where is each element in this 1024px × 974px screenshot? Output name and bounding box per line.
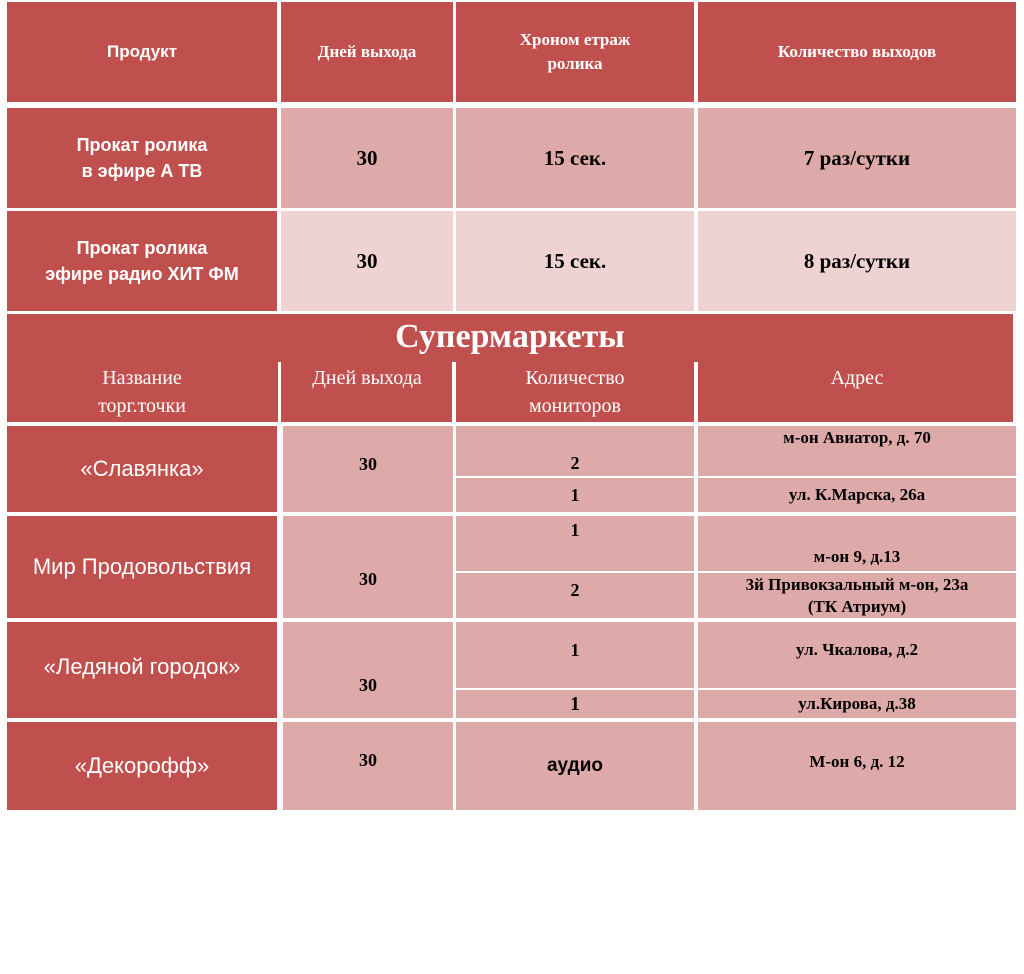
cell-text: 2: [570, 453, 580, 473]
store-address: [698, 573, 1016, 618]
store-monitors: [456, 722, 694, 810]
store-address: [698, 690, 1016, 718]
store-monitors: [456, 478, 694, 512]
cell-text: 30: [356, 145, 378, 170]
cell-text: 1: [570, 692, 580, 715]
store-address: [698, 722, 1016, 810]
cell-text: «Ледяной городок»: [43, 654, 241, 679]
cell-text: Мир Продовольствия: [32, 554, 252, 579]
header-label: Хроном етраж ролика: [519, 30, 631, 73]
cell-text: М-он 6, д. 12: [809, 752, 905, 771]
cell-text: м-он Авиатор, д. 70: [783, 428, 931, 447]
cell-text: 7 раз/сутки: [803, 145, 911, 170]
cell-text: 15 сек.: [543, 248, 607, 273]
section-title-text: Супермаркеты: [395, 318, 625, 355]
section-title: [7, 314, 1013, 360]
cell-text: м-он 9, д.13: [813, 547, 901, 566]
cell-text: 1: [570, 639, 580, 660]
header-label: Адрес: [830, 366, 884, 389]
table1-row1-duration: [456, 108, 694, 208]
store-days: [283, 426, 453, 512]
header-label: Количество мониторов: [525, 367, 625, 417]
table1-row1-days: [281, 108, 453, 208]
cell-text: Прокат ролика эфире радио ХИТ ФМ: [45, 238, 239, 284]
cell-text: 2: [570, 580, 580, 600]
store-monitors: [456, 516, 694, 571]
table2-header-name: [7, 362, 277, 422]
cell-text: «Декорофф»: [74, 753, 210, 778]
header-label: Дней выхода: [317, 42, 417, 61]
table1-header-count: [698, 2, 1016, 102]
store-monitors: [456, 573, 694, 618]
header-label: Количество выходов: [777, 42, 937, 61]
table1-header-duration: [456, 2, 694, 102]
cell-text: ул.Кирова, д.38: [798, 694, 916, 713]
store-monitors: [456, 690, 694, 718]
store-monitors: [456, 622, 694, 688]
cell-text: 3й Привокзальный м-он, 23а (ТК Атриум): [745, 574, 969, 616]
table1-row2-product: [7, 211, 277, 311]
cell-text: Прокат ролика в эфире А ТВ: [76, 135, 208, 181]
store-days: [283, 622, 453, 718]
table1-row2-count: [698, 211, 1016, 311]
table1-row1-count: [698, 108, 1016, 208]
store-name-mir-prodovolstviya: [7, 516, 277, 618]
store-address: [698, 622, 1016, 688]
cell-text: аудио: [546, 755, 603, 776]
cell-text: 15 сек.: [543, 145, 607, 170]
header-label: Название торг.точки: [98, 367, 186, 417]
cell-text: ул. Чкалова, д.2: [796, 640, 918, 659]
cell-text: 30: [359, 453, 377, 474]
header-label: Продукт: [106, 42, 178, 61]
cell-text: 1: [570, 484, 580, 505]
cell-text: 30: [359, 568, 377, 589]
table2-header-monitors: [456, 362, 694, 422]
cell-text: 1: [570, 520, 580, 540]
table1-row1-product: [7, 108, 277, 208]
store-address: [698, 478, 1016, 512]
table2-header-days: [281, 362, 453, 394]
cell-text: ул. К.Марска, 26а: [788, 485, 926, 504]
cell-text: 8 раз/сутки: [803, 248, 911, 273]
store-name-dekoroff: [7, 722, 277, 810]
store-address: [698, 516, 1016, 571]
store-days: [283, 516, 453, 618]
cell-text: 30: [356, 248, 378, 273]
store-monitors: [456, 426, 694, 476]
store-days: [283, 722, 453, 810]
table1-row2-days: [281, 211, 453, 311]
store-name-slavyanka: [7, 426, 277, 512]
table2-header-address: [698, 362, 1016, 394]
cell-text: 30: [359, 749, 377, 770]
table1-row2-duration: [456, 211, 694, 311]
table1-header-days: [281, 2, 453, 102]
store-address: [698, 426, 1016, 476]
table1-header-product: [7, 2, 277, 102]
header-label: Дней выхода: [312, 366, 422, 389]
cell-text: «Славянка»: [80, 456, 204, 481]
store-name-ledyanoy-gorodok: [7, 622, 277, 718]
cell-text: 30: [359, 674, 377, 695]
